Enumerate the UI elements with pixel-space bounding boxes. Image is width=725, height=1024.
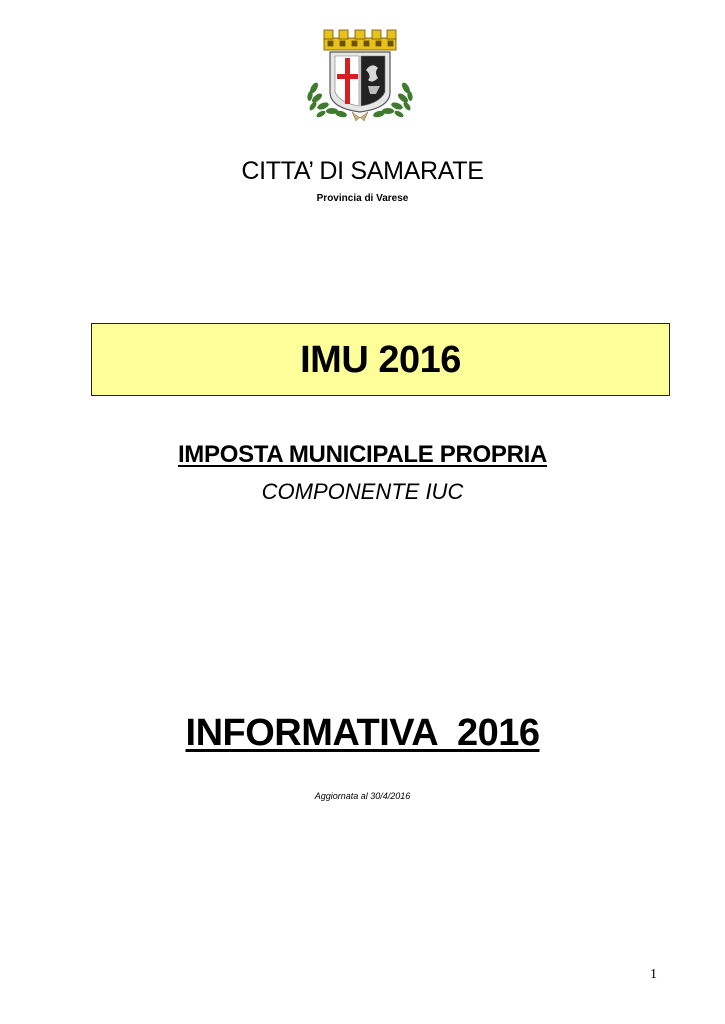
subtitle-main-text: IMPOSTA MUNICIPALE PROPRIA — [177, 441, 548, 468]
title-box — [91, 323, 670, 396]
subtitle-component: COMPONENTE IUC — [261, 479, 464, 504]
page-number: 1 — [650, 967, 657, 982]
crown — [324, 30, 396, 50]
province-name: Provincia di Varese — [316, 193, 409, 204]
info-title — [0, 710, 725, 756]
title-box-text: IMU 2016 — [300, 338, 461, 381]
city-name: CITTA’ DI SAMARATE — [241, 157, 484, 185]
subtitle-main — [0, 440, 725, 470]
municipal-crest-icon — [302, 26, 418, 122]
info-title-text: INFORMATIVA 2016 — [185, 712, 540, 754]
updated-date: Aggiornata al 30/4/2016 — [314, 791, 411, 801]
